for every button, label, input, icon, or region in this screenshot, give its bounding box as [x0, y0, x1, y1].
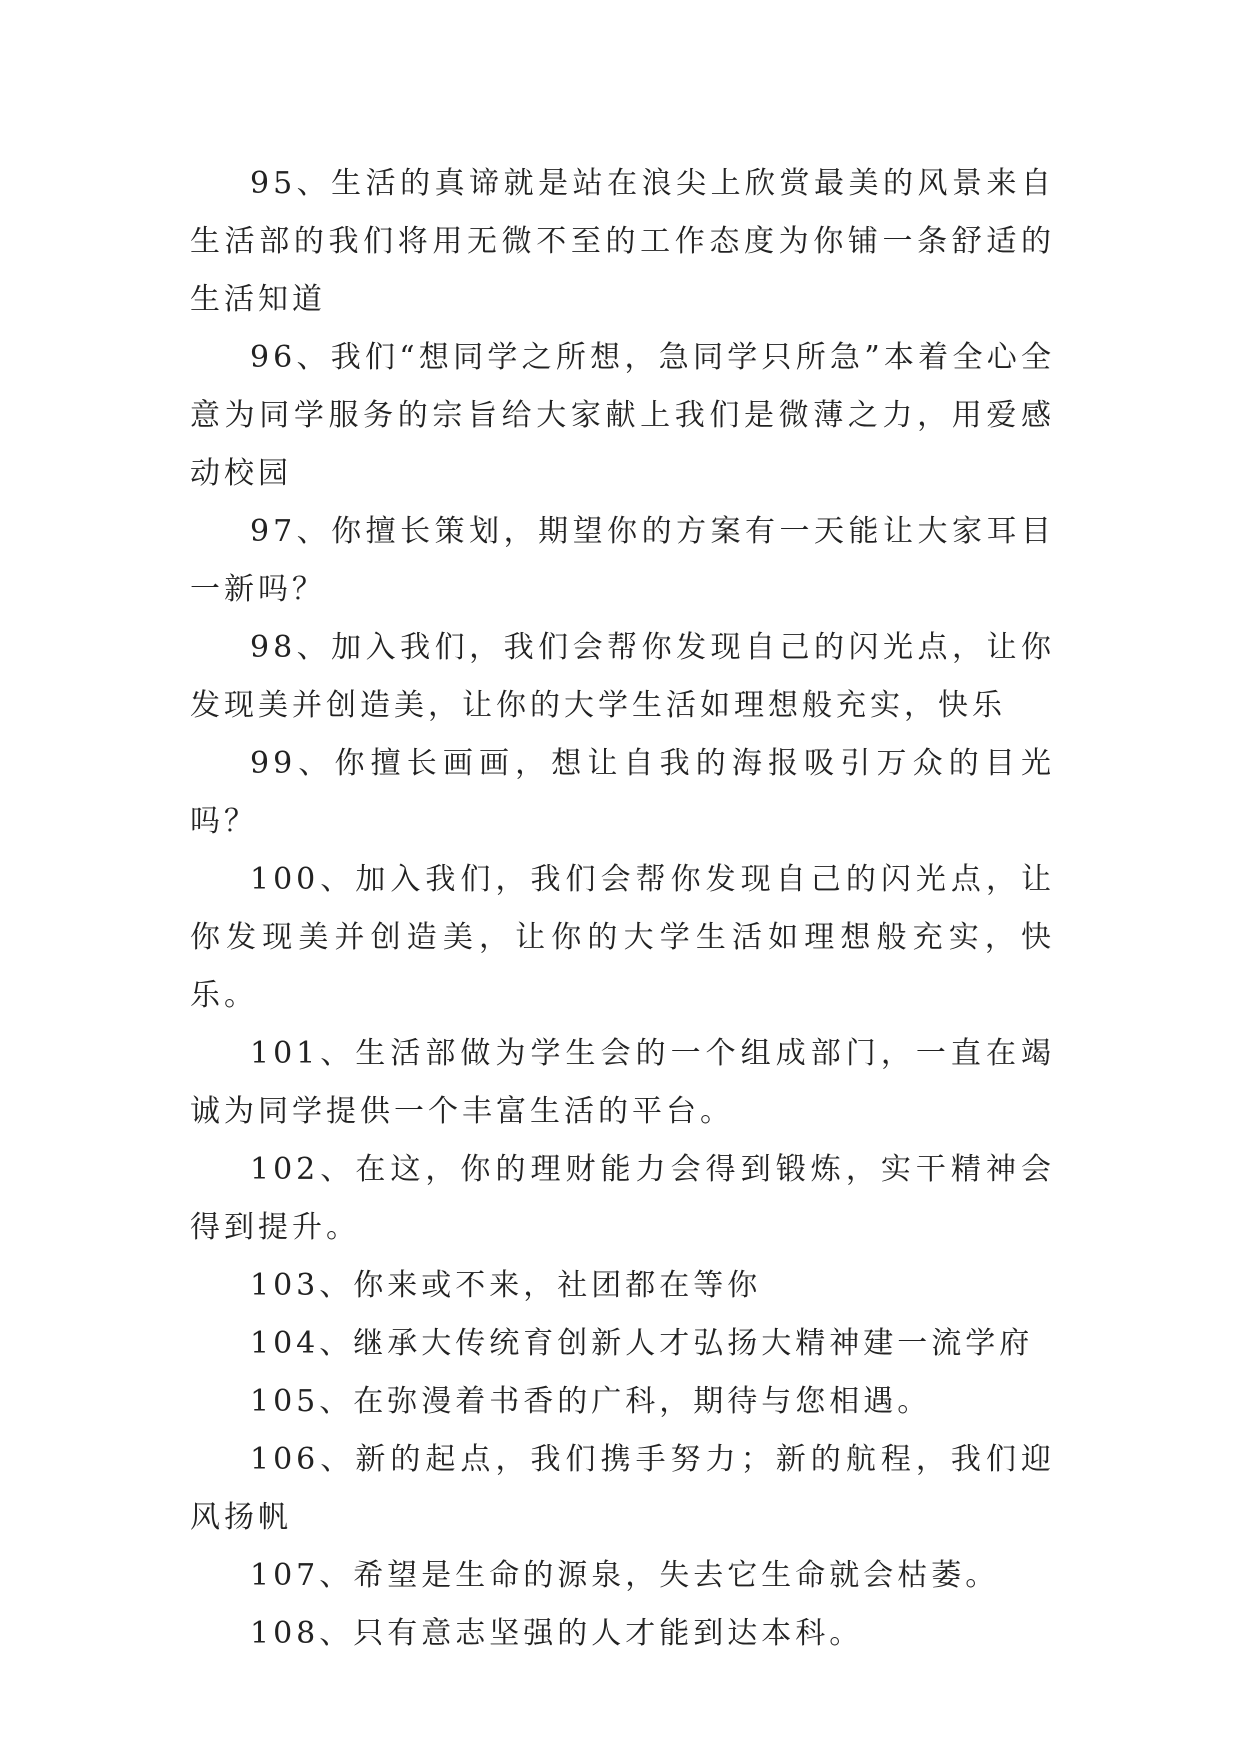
paragraph-105: 105、在弥漫着书香的广科，期待与您相遇。 [250, 1384, 932, 1419]
paragraph-100: 100、加入我们，我们会帮你发现自己的闪光点，让你发现美并创造美，让你的大学生活如理想般充实，快乐。 [190, 862, 1055, 1013]
document-body [190, 155, 1055, 1663]
paragraph-102: 102、在这，你的理财能力会得到锻炼，实干精神会得到提升。 [190, 1152, 1055, 1245]
paragraph-103: 103、你来或不来，社团都在等你 [250, 1268, 762, 1303]
paragraph-95: 95、生活的真谛就是站在浪尖上欣赏最美的风景来自生活部的我们将用无微不至的工作态度为你铺一条舒适的生活知道 [190, 166, 1055, 317]
paragraph-106: 106、新的起点，我们携手努力；新的航程，我们迎风扬帆 [190, 1442, 1055, 1535]
paragraph-108: 108、只有意志坚强的人才能到达本科。 [250, 1616, 864, 1651]
paragraph-97: 97、你擅长策划，期望你的方案有一天能让大家耳目一新吗？ [190, 514, 1055, 607]
paragraph-101: 101、生活部做为学生会的一个组成部门，一直在竭诚为同学提供一个丰富生活的平台。 [190, 1036, 1055, 1129]
paragraph-99: 99、你擅长画画，想让自我的海报吸引万众的目光吗？ [190, 746, 1055, 839]
paragraph-107: 107、希望是生命的源泉，失去它生命就会枯萎。 [250, 1558, 1000, 1593]
paragraph-98: 98、加入我们，我们会帮你发现自己的闪光点，让你发现美并创造美，让你的大学生活如理想般充实，快乐 [190, 630, 1055, 723]
paragraph-96: 96、我们“想同学之所想，急同学只所急”本着全心全意为同学服务的宗旨给大家献上我们是微薄之力，用爱感动校园 [190, 340, 1055, 491]
paragraph-104: 104、继承大传统育创新人才弘扬大精神建一流学府 [250, 1326, 1034, 1361]
